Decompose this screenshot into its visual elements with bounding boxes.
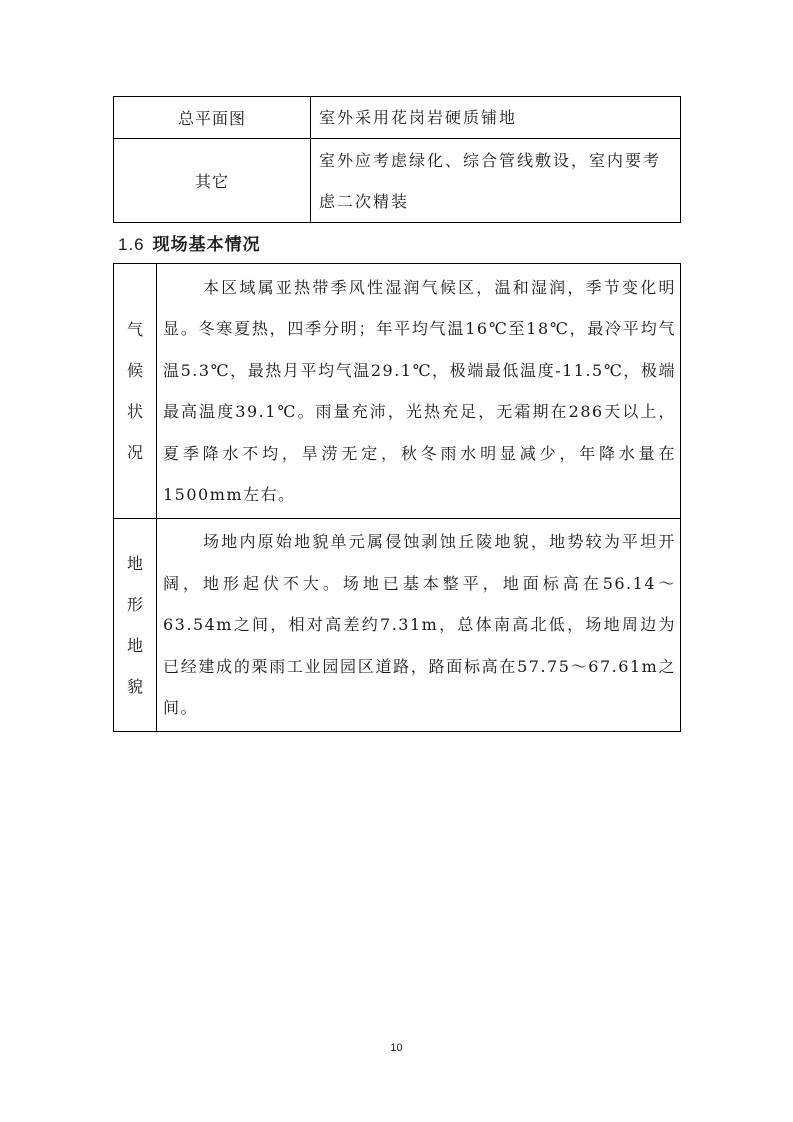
page-number: 10	[390, 1042, 403, 1054]
climate-label-char: 候	[126, 361, 143, 380]
climate-description: 本区域属亚热带季风性湿润气候区，温和湿润，季节变化明显。冬寒夏热，四季分明；年平均气温16℃至18℃，最冷平均气温5.3℃，最热月平均气温29.1℃，极端最低温度-11.5℃，极端最高温度39.1℃。雨量充沛，光热充足，无霜期在286天以上，夏季降水不均，旱涝无定，秋冬雨水明显减少，年降水量在1500mm左右。	[157, 264, 681, 519]
summary-table	[113, 96, 681, 223]
table-row	[114, 97, 681, 139]
climate-label-char: 况	[126, 443, 143, 462]
terrain-label-char: 地	[126, 553, 143, 573]
row-content-other: 室外应考虑绿化、综合管线敷设，室内要考虑二次精装	[311, 139, 681, 223]
climate-label-char: 气	[126, 320, 143, 339]
section-title: 现场基本情况	[152, 235, 261, 255]
row-content-overall-plan: 室外采用花岗岩硬质铺地	[311, 97, 681, 139]
terrain-label-char: 地	[126, 635, 143, 655]
terrain-description: 场地内原始地貌单元属侵蚀剥蚀丘陵地貌，地势较为平坦开阔，地形起伏不大。场地已基本整平，地面标高在56.14～63.54m之间，相对高差约7.31m，总体南高北低，场地周边为已经建成的栗雨工业园园区道路，路面标高在57.75～67.61m之间。	[157, 519, 681, 732]
table-row	[114, 519, 681, 732]
section-number: 1.6	[118, 235, 145, 254]
table-row	[114, 264, 681, 519]
climate-label	[114, 264, 157, 519]
row-label-other: 其它	[114, 139, 311, 223]
terrain-label-char: 貌	[126, 676, 143, 696]
terrain-label-char: 形	[126, 594, 143, 614]
section-heading	[118, 230, 261, 255]
terrain-label	[114, 519, 157, 732]
row-label-overall-plan: 总平面图	[114, 97, 311, 139]
climate-label-char: 状	[126, 402, 143, 421]
site-conditions-table	[113, 263, 681, 732]
table-row	[114, 139, 681, 223]
